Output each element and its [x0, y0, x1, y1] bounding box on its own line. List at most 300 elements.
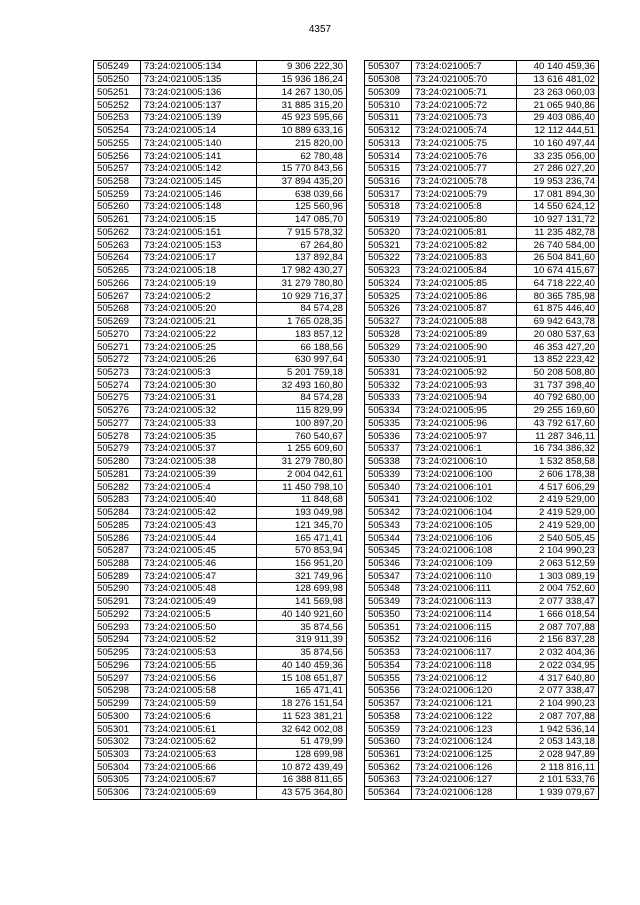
row-number-cell: 505252 [94, 99, 141, 112]
right-table-body [365, 61, 599, 800]
table-row [94, 201, 347, 214]
cadastral-number-cell: 73:24:021006:122 [412, 710, 517, 723]
table-row [94, 595, 347, 608]
value-cell: 570 853,94 [257, 544, 347, 557]
row-number-cell: 505298 [94, 684, 141, 697]
value-cell: 760 540,67 [257, 430, 347, 443]
cadastral-number-cell: 73:24:021005:26 [141, 353, 257, 366]
cadastral-number-cell: 73:24:021006:127 [412, 774, 517, 787]
value-cell: 14 267 130,05 [257, 86, 347, 99]
row-number-cell: 505307 [365, 61, 412, 74]
value-cell: 2 104 990,23 [517, 544, 599, 557]
value-cell: 2 419 529,00 [517, 506, 599, 519]
left-table-body [94, 61, 347, 800]
table-row [94, 519, 347, 532]
value-cell: 2 419 529,00 [517, 519, 599, 532]
cadastral-number-cell: 73:24:021005:72 [412, 99, 517, 112]
row-number-cell: 505329 [365, 341, 412, 354]
row-number-cell: 505335 [365, 417, 412, 430]
table-row [365, 684, 599, 697]
cadastral-number-cell: 73:24:021006:111 [412, 583, 517, 596]
cadastral-number-cell: 73:24:021005:61 [141, 723, 257, 736]
value-cell: 1 666 018,54 [517, 608, 599, 621]
cadastral-number-cell: 73:24:021005:44 [141, 532, 257, 545]
cadastral-number-cell: 73:24:021005:87 [412, 302, 517, 315]
page-number: 4357 [308, 24, 332, 35]
cadastral-number-cell: 73:24:021005:81 [412, 226, 517, 239]
cadastral-number-cell: 73:24:021005:97 [412, 430, 517, 443]
value-cell: 2 419 529,00 [517, 493, 599, 506]
row-number-cell: 505281 [94, 468, 141, 481]
row-number-cell: 505257 [94, 162, 141, 175]
row-number-cell: 505313 [365, 137, 412, 150]
cadastral-number-cell: 73:24:021006:126 [412, 761, 517, 774]
row-number-cell: 505346 [365, 557, 412, 570]
table-row [365, 583, 599, 596]
value-cell: 13 852 223,42 [517, 353, 599, 366]
table-row [94, 61, 347, 74]
table-row [365, 748, 599, 761]
cadastral-number-cell: 73:24:021005:134 [141, 61, 257, 74]
cadastral-number-cell: 73:24:021005:4 [141, 481, 257, 494]
row-number-cell: 505268 [94, 302, 141, 315]
value-cell: 14 550 624,12 [517, 201, 599, 214]
table-row [365, 570, 599, 583]
value-cell: 7 915 578,32 [257, 226, 347, 239]
value-cell: 31 279 780,80 [257, 277, 347, 290]
row-number-cell: 505272 [94, 353, 141, 366]
table-row [365, 341, 599, 354]
value-cell: 31 737 398,40 [517, 379, 599, 392]
table-row [94, 710, 347, 723]
row-number-cell: 505330 [365, 353, 412, 366]
row-number-cell: 505357 [365, 697, 412, 710]
cadastral-number-cell: 73:24:021006:125 [412, 748, 517, 761]
row-number-cell: 505351 [365, 621, 412, 634]
cadastral-number-cell: 73:24:021005:74 [412, 124, 517, 137]
cadastral-number-cell: 73:24:021005:84 [412, 264, 517, 277]
value-cell: 638 039,66 [257, 188, 347, 201]
cadastral-number-cell: 73:24:021005:92 [412, 366, 517, 379]
cadastral-number-cell: 73:24:021005:32 [141, 404, 257, 417]
row-number-cell: 505251 [94, 86, 141, 99]
value-cell: 115 829,99 [257, 404, 347, 417]
row-number-cell: 505289 [94, 570, 141, 583]
row-number-cell: 505283 [94, 493, 141, 506]
value-cell: 43 575 364,80 [257, 786, 347, 799]
cadastral-number-cell: 73:24:021006:118 [412, 659, 517, 672]
table-row [365, 481, 599, 494]
cadastral-number-cell: 73:24:021006:117 [412, 646, 517, 659]
cadastral-number-cell: 73:24:021005:141 [141, 150, 257, 163]
row-number-cell: 505361 [365, 748, 412, 761]
table-row [94, 392, 347, 405]
row-number-cell: 505263 [94, 239, 141, 252]
value-cell: 2 028 947,89 [517, 748, 599, 761]
row-number-cell: 505316 [365, 175, 412, 188]
row-number-cell: 505309 [365, 86, 412, 99]
value-cell: 100 897,20 [257, 417, 347, 430]
value-cell: 128 699,98 [257, 748, 347, 761]
value-cell: 321 749,96 [257, 570, 347, 583]
table-row [365, 697, 599, 710]
row-number-cell: 505312 [365, 124, 412, 137]
cadastral-number-cell: 73:24:021005:22 [141, 328, 257, 341]
row-number-cell: 505296 [94, 659, 141, 672]
table-row [365, 277, 599, 290]
table-row [94, 366, 347, 379]
row-number-cell: 505364 [365, 786, 412, 799]
table-row [94, 162, 347, 175]
cadastral-number-cell: 73:24:021005:135 [141, 73, 257, 86]
row-number-cell: 505356 [365, 684, 412, 697]
table-row [94, 748, 347, 761]
value-cell: 84 574,28 [257, 392, 347, 405]
table-row [94, 137, 347, 150]
cadastral-number-cell: 73:24:021005:43 [141, 519, 257, 532]
row-number-cell: 505339 [365, 468, 412, 481]
value-cell: 128 699,98 [257, 583, 347, 596]
table-row [365, 735, 599, 748]
cadastral-number-cell: 73:24:021006:113 [412, 595, 517, 608]
value-cell: 16 388 811,65 [257, 774, 347, 787]
table-row [365, 201, 599, 214]
cadastral-number-cell: 73:24:021006:12 [412, 672, 517, 685]
cadastral-number-cell: 73:24:021005:77 [412, 162, 517, 175]
cadastral-number-cell: 73:24:021005:18 [141, 264, 257, 277]
row-number-cell: 505344 [365, 532, 412, 545]
value-cell: 46 353 427,20 [517, 341, 599, 354]
cadastral-number-cell: 73:24:021006:1 [412, 443, 517, 456]
row-number-cell: 505293 [94, 621, 141, 634]
table-row [94, 659, 347, 672]
row-number-cell: 505359 [365, 723, 412, 736]
row-number-cell: 505320 [365, 226, 412, 239]
value-cell: 43 792 617,60 [517, 417, 599, 430]
cadastral-number-cell: 73:24:021005:30 [141, 379, 257, 392]
value-cell: 29 403 086,40 [517, 111, 599, 124]
row-number-cell: 505291 [94, 595, 141, 608]
table-row [94, 264, 347, 277]
value-cell: 1 255 609,60 [257, 443, 347, 456]
value-cell: 2 032 404,36 [517, 646, 599, 659]
value-cell: 40 140 459,36 [517, 61, 599, 74]
value-cell: 11 287 346,11 [517, 430, 599, 443]
cadastral-number-cell: 73:24:021005:63 [141, 748, 257, 761]
row-number-cell: 505333 [365, 392, 412, 405]
row-number-cell: 505282 [94, 481, 141, 494]
table-row [365, 137, 599, 150]
table-row [365, 519, 599, 532]
table-row [94, 455, 347, 468]
value-cell: 20 080 537,63 [517, 328, 599, 341]
row-number-cell: 505345 [365, 544, 412, 557]
table-row [94, 430, 347, 443]
value-cell: 4 517 606,29 [517, 481, 599, 494]
row-number-cell: 505258 [94, 175, 141, 188]
table-row [94, 532, 347, 545]
table-row [94, 124, 347, 137]
row-number-cell: 505324 [365, 277, 412, 290]
value-cell: 1 303 089,19 [517, 570, 599, 583]
row-number-cell: 505264 [94, 252, 141, 265]
row-number-cell: 505341 [365, 493, 412, 506]
row-number-cell: 505286 [94, 532, 141, 545]
cadastral-number-cell: 73:24:021005:46 [141, 557, 257, 570]
cadastral-number-cell: 73:24:021006:128 [412, 786, 517, 799]
value-cell: 31 885 315,20 [257, 99, 347, 112]
table-row [365, 506, 599, 519]
row-number-cell: 505292 [94, 608, 141, 621]
value-cell: 33 235 056,00 [517, 150, 599, 163]
cadastral-number-cell: 73:24:021005:19 [141, 277, 257, 290]
cadastral-number-cell: 73:24:021006:106 [412, 532, 517, 545]
value-cell: 2 104 990,23 [517, 697, 599, 710]
cadastral-number-cell: 73:24:021005:153 [141, 239, 257, 252]
value-cell: 2 077 338,47 [517, 595, 599, 608]
row-number-cell: 505304 [94, 761, 141, 774]
row-number-cell: 505284 [94, 506, 141, 519]
row-number-cell: 505254 [94, 124, 141, 137]
value-cell: 35 874,56 [257, 646, 347, 659]
table-row [365, 493, 599, 506]
row-number-cell: 505323 [365, 264, 412, 277]
table-row [365, 111, 599, 124]
value-cell: 5 201 759,18 [257, 366, 347, 379]
cadastral-number-cell: 73:24:021006:115 [412, 621, 517, 634]
cadastral-number-cell: 73:24:021006:102 [412, 493, 517, 506]
table-row [365, 353, 599, 366]
table-row [94, 774, 347, 787]
table-row [365, 404, 599, 417]
table-row [365, 621, 599, 634]
table-row [365, 723, 599, 736]
row-number-cell: 505285 [94, 519, 141, 532]
row-number-cell: 505280 [94, 455, 141, 468]
cadastral-number-cell: 73:24:021005:139 [141, 111, 257, 124]
cadastral-number-cell: 73:24:021005:78 [412, 175, 517, 188]
table-row [94, 417, 347, 430]
row-number-cell: 505352 [365, 634, 412, 647]
table-row [365, 315, 599, 328]
cadastral-number-cell: 73:24:021005:35 [141, 430, 257, 443]
value-cell: 45 923 595,66 [257, 111, 347, 124]
table-row [94, 328, 347, 341]
table-row [94, 506, 347, 519]
cadastral-number-cell: 73:24:021005:85 [412, 277, 517, 290]
table-row [365, 786, 599, 799]
row-number-cell: 505331 [365, 366, 412, 379]
table-row [365, 544, 599, 557]
cadastral-number-cell: 73:24:021005:142 [141, 162, 257, 175]
row-number-cell: 505261 [94, 213, 141, 226]
table-row [94, 252, 347, 265]
cadastral-number-cell: 73:24:021006:121 [412, 697, 517, 710]
table-row [365, 646, 599, 659]
value-cell: 10 160 497,44 [517, 137, 599, 150]
row-number-cell: 505290 [94, 583, 141, 596]
value-cell: 11 450 798,10 [257, 481, 347, 494]
table-row [94, 735, 347, 748]
row-number-cell: 505278 [94, 430, 141, 443]
cadastral-number-cell: 73:24:021005:69 [141, 786, 257, 799]
table-row [365, 290, 599, 303]
value-cell: 11 235 482,78 [517, 226, 599, 239]
value-cell: 11 523 381,21 [257, 710, 347, 723]
value-cell: 50 208 508,80 [517, 366, 599, 379]
table-row [365, 443, 599, 456]
table-row [365, 455, 599, 468]
cadastral-number-cell: 73:24:021006:109 [412, 557, 517, 570]
table-row [94, 481, 347, 494]
value-cell: 51 479,99 [257, 735, 347, 748]
cadastral-number-cell: 73:24:021005:52 [141, 634, 257, 647]
row-number-cell: 505319 [365, 213, 412, 226]
table-row [94, 583, 347, 596]
table-row [365, 226, 599, 239]
value-cell: 165 471,41 [257, 684, 347, 697]
table-row [365, 532, 599, 545]
row-number-cell: 505297 [94, 672, 141, 685]
table-row [94, 150, 347, 163]
table-row [94, 684, 347, 697]
cadastral-number-cell: 73:24:021006:100 [412, 468, 517, 481]
value-cell: 32 493 160,80 [257, 379, 347, 392]
table-row [365, 61, 599, 74]
table-row [94, 557, 347, 570]
row-number-cell: 505300 [94, 710, 141, 723]
cadastral-number-cell: 73:24:021005:40 [141, 493, 257, 506]
row-number-cell: 505256 [94, 150, 141, 163]
cadastral-number-cell: 73:24:021005:148 [141, 201, 257, 214]
table-row [365, 634, 599, 647]
row-number-cell: 505328 [365, 328, 412, 341]
value-cell: 66 188,56 [257, 341, 347, 354]
table-row [94, 226, 347, 239]
cadastral-number-cell: 73:24:021005:90 [412, 341, 517, 354]
table-row [94, 723, 347, 736]
table-row [365, 774, 599, 787]
value-cell: 156 951,20 [257, 557, 347, 570]
value-cell: 67 264,80 [257, 239, 347, 252]
value-cell: 10 929 716,37 [257, 290, 347, 303]
table-row [365, 379, 599, 392]
cadastral-number-cell: 73:24:021005:48 [141, 583, 257, 596]
table-row [365, 608, 599, 621]
value-cell: 2 004 752,60 [517, 583, 599, 596]
row-number-cell: 505287 [94, 544, 141, 557]
table-row [94, 86, 347, 99]
cadastral-number-cell: 73:24:021005:82 [412, 239, 517, 252]
value-cell: 40 140 459,36 [257, 659, 347, 672]
value-cell: 37 894 435,20 [257, 175, 347, 188]
cadastral-number-cell: 73:24:021005:56 [141, 672, 257, 685]
table-row [94, 315, 347, 328]
value-cell: 32 642 002,08 [257, 723, 347, 736]
row-number-cell: 505336 [365, 430, 412, 443]
table-row [365, 73, 599, 86]
row-number-cell: 505348 [365, 583, 412, 596]
value-cell: 183 857,12 [257, 328, 347, 341]
value-cell: 31 279 780,80 [257, 455, 347, 468]
cadastral-number-cell: 73:24:021005:47 [141, 570, 257, 583]
cadastral-number-cell: 73:24:021005:15 [141, 213, 257, 226]
table-row [94, 379, 347, 392]
row-number-cell: 505250 [94, 73, 141, 86]
table-row [365, 328, 599, 341]
table-row [365, 213, 599, 226]
value-cell: 35 874,56 [257, 621, 347, 634]
row-number-cell: 505338 [365, 455, 412, 468]
value-cell: 2 004 042,61 [257, 468, 347, 481]
cadastral-number-cell: 73:24:021005:67 [141, 774, 257, 787]
table-row [94, 188, 347, 201]
table-row [365, 392, 599, 405]
cadastral-number-cell: 73:24:021006:10 [412, 455, 517, 468]
table-row [365, 252, 599, 265]
row-number-cell: 505363 [365, 774, 412, 787]
value-cell: 141 569,98 [257, 595, 347, 608]
cadastral-number-cell: 73:24:021005:137 [141, 99, 257, 112]
cadastral-number-cell: 73:24:021005:62 [141, 735, 257, 748]
cadastral-number-cell: 73:24:021005:70 [412, 73, 517, 86]
table-row [94, 213, 347, 226]
table-row [94, 277, 347, 290]
value-cell: 2 087 707,88 [517, 621, 599, 634]
table-row [94, 570, 347, 583]
cadastral-number-cell: 73:24:021006:123 [412, 723, 517, 736]
row-number-cell: 505362 [365, 761, 412, 774]
value-cell: 64 718 222,40 [517, 277, 599, 290]
value-cell: 2 087 707,88 [517, 710, 599, 723]
table-row [365, 175, 599, 188]
cadastral-number-cell: 73:24:021005:145 [141, 175, 257, 188]
table-row [94, 634, 347, 647]
cadastral-number-cell: 73:24:021005:33 [141, 417, 257, 430]
value-cell: 2 606 178,38 [517, 468, 599, 481]
cadastral-number-cell: 73:24:021005:49 [141, 595, 257, 608]
cadastral-number-cell: 73:24:021006:124 [412, 735, 517, 748]
table-row [365, 430, 599, 443]
cadastral-number-cell: 73:24:021005:6 [141, 710, 257, 723]
row-number-cell: 505273 [94, 366, 141, 379]
cadastral-number-cell: 73:24:021006:101 [412, 481, 517, 494]
cadastral-number-cell: 73:24:021005:94 [412, 392, 517, 405]
cadastral-number-cell: 73:24:021006:110 [412, 570, 517, 583]
cadastral-number-cell: 73:24:021005:20 [141, 302, 257, 315]
table-row [365, 150, 599, 163]
value-cell: 69 942 643,78 [517, 315, 599, 328]
row-number-cell: 505302 [94, 735, 141, 748]
table-row [365, 188, 599, 201]
value-cell: 319 911,39 [257, 634, 347, 647]
row-number-cell: 505311 [365, 111, 412, 124]
table-row [94, 493, 347, 506]
cadastral-number-cell: 73:24:021005:79 [412, 188, 517, 201]
value-cell: 61 875 446,40 [517, 302, 599, 315]
value-cell: 17 982 430,27 [257, 264, 347, 277]
cadastral-number-cell: 73:24:021005:71 [412, 86, 517, 99]
table-row [94, 544, 347, 557]
table-row [365, 672, 599, 685]
cadastral-number-cell: 73:24:021005:45 [141, 544, 257, 557]
value-cell: 215 820,00 [257, 137, 347, 150]
row-number-cell: 505315 [365, 162, 412, 175]
row-number-cell: 505262 [94, 226, 141, 239]
value-cell: 2 077 338,47 [517, 684, 599, 697]
cadastral-number-cell: 73:24:021005:59 [141, 697, 257, 710]
cadastral-number-cell: 73:24:021005:31 [141, 392, 257, 405]
